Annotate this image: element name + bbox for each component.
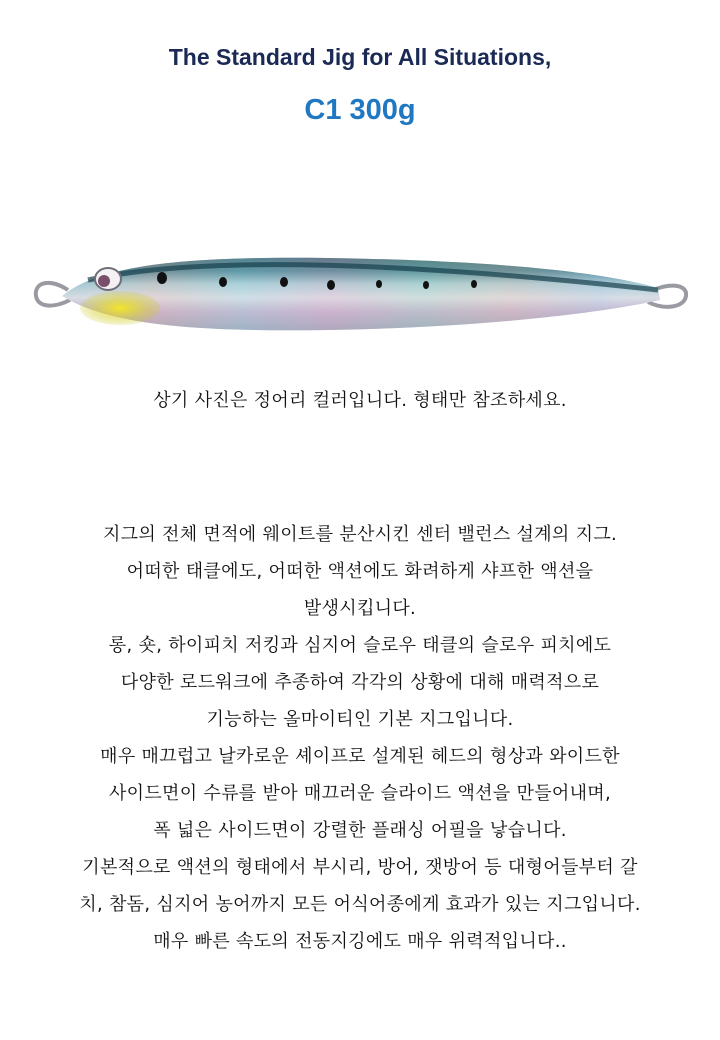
description-line: 어떠한 태클에도, 어떠한 액션에도 화려하게 샤프한 액션을 bbox=[126, 561, 594, 582]
description-line: 사이드면이 수류를 받아 매끄러운 슬라이드 액션을 만들어내며, bbox=[108, 783, 612, 804]
description-line: 폭 넓은 사이드면이 강렬한 플래싱 어필을 낳습니다. bbox=[153, 820, 567, 841]
headline-product-model: C1 300g bbox=[304, 94, 416, 126]
description-line: 매우 빠른 속도의 전동지깅에도 매우 위력적입니다.. bbox=[153, 931, 567, 952]
jig-illustration bbox=[28, 238, 692, 350]
description-line: 매우 매끄럽고 날카로운 셰이프로 설계된 헤드의 형상과 와이드한 bbox=[100, 746, 620, 767]
yellow-belly bbox=[80, 291, 160, 325]
product-description bbox=[0, 516, 720, 960]
description-line: 롱, 숏, 하이피치 저킹과 심지어 슬로우 태클의 슬로우 피치에도 bbox=[108, 635, 612, 656]
photo-caption: 상기 사진은 정어리 컬러입니다. 형태만 참조하세요. bbox=[153, 390, 567, 411]
description-line: 다양한 로드워크에 추종하여 각각의 상황에 대해 매력적으로 bbox=[120, 672, 600, 693]
description-line: 지그의 전체 면적에 웨이트를 분산시킨 센터 밸런스 설계의 지그. bbox=[102, 524, 618, 545]
description-line: 기본적으로 액션의 형태에서 부시리, 방어, 잿방어 등 대형어들부터 갈 bbox=[82, 857, 638, 878]
description-line: 발생시킵니다. bbox=[303, 598, 417, 619]
headline-english: The Standard Jig for All Situations, bbox=[168, 44, 552, 70]
product-image-jig bbox=[28, 238, 692, 350]
description-line: 기능하는 올마이티인 기본 지그입니다. bbox=[206, 709, 514, 730]
description-line: 치, 참돔, 심지어 농어까지 모든 어식어종에게 효과가 있는 지그입니다. bbox=[79, 894, 641, 915]
